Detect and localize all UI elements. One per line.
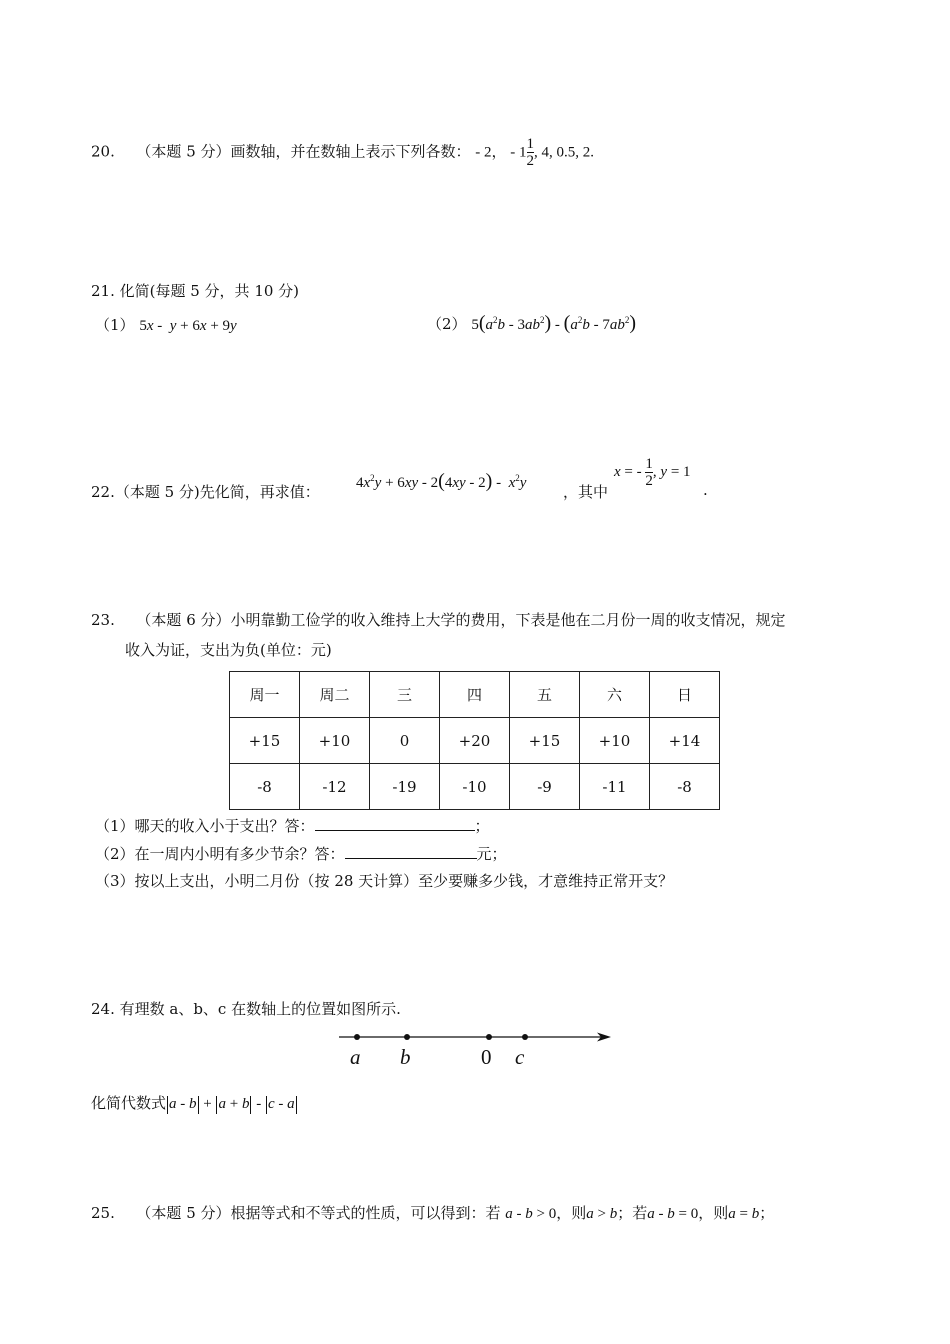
q24-simplify xyxy=(91,1092,298,1114)
q23-sub2-text: （2）在一周内小明有多少节余？答： xyxy=(95,845,345,863)
point-0 xyxy=(486,1034,492,1040)
q23-sub3: （3）按以上支出，小明二月份（按 28 天计算）至少要赚多少钱，才意维持正常开支？ xyxy=(95,872,674,890)
table-cell: 日 xyxy=(650,672,720,718)
q22-expr: $4x^2y + 6xy - 2(4xy - 2) - x^2y$ xyxy=(356,470,527,492)
q22-end: . xyxy=(703,481,708,499)
table-cell: -8 xyxy=(230,764,300,810)
q21-part1-expr: 5x - y + 6x + 9y xyxy=(139,318,237,334)
axis-label-c: c xyxy=(515,1045,525,1069)
q21-part1 xyxy=(95,314,237,335)
table-cell: 六 xyxy=(580,672,650,718)
q21-part2-expr: $5(a^2b - 3ab^2) - (a^2b - 7ab^2)$ xyxy=(471,312,637,334)
q23-sub2 xyxy=(95,843,507,864)
table-cell: -12 xyxy=(300,764,370,810)
number-line-figure xyxy=(335,1025,625,1075)
table-cell: +10 xyxy=(580,718,650,764)
q22-where: ，其中 xyxy=(563,483,609,501)
table-cell: 三 xyxy=(370,672,440,718)
q20-number: 20. xyxy=(91,142,115,161)
q25-cond1: a - b > 0 xyxy=(505,1206,557,1222)
axis-label-b: b xyxy=(400,1045,411,1069)
q23-sub1 xyxy=(95,815,490,836)
q23-sub2-end: 元； xyxy=(476,845,507,863)
q25-line xyxy=(91,1202,774,1223)
q20-fraction: $\frac{1}{2}$ xyxy=(526,136,535,169)
q20-values-a: - 2， - 1 xyxy=(475,144,527,161)
table-cell: +10 xyxy=(300,718,370,764)
q23-sub1-end: ； xyxy=(474,817,490,835)
table-cell: 周二 xyxy=(300,672,370,718)
table-cell: +15 xyxy=(230,718,300,764)
q25-cond2: a - b = 0 xyxy=(647,1206,699,1222)
q25-then1: ，则 xyxy=(556,1204,587,1222)
axis-label-a: a xyxy=(350,1045,361,1069)
table-cell: +15 xyxy=(510,718,580,764)
q23-sub1-text: （1）哪天的收入小于支出？答： xyxy=(95,817,315,835)
q23-sub2-answer-blank[interactable] xyxy=(345,844,477,859)
table-cell: -10 xyxy=(440,764,510,810)
q25-result1: a > b xyxy=(586,1206,618,1222)
q21-part2 xyxy=(427,312,636,335)
table-cell: 0 xyxy=(370,718,440,764)
q23-text-line2: 收入为证，支出为负(单位：元) xyxy=(125,641,332,659)
q21-header: 21. 化简(每题 5 分，共 10 分) xyxy=(91,282,300,300)
q25-sep: ；若 xyxy=(617,1204,648,1222)
table-cell: -9 xyxy=(510,764,580,810)
q25-end: ； xyxy=(759,1204,775,1222)
q25-number: 25. xyxy=(91,1204,115,1222)
table-cell: 四 xyxy=(440,672,510,718)
table-cell: -19 xyxy=(370,764,440,810)
table-cell: -11 xyxy=(580,764,650,810)
point-c xyxy=(522,1034,528,1040)
q22-text: 22.（本题 5 分)先化简，再求值： xyxy=(91,483,320,501)
q23-text-line1: （本题 6 分）小明靠勤工俭学的收入维持上大学的费用，下表是他在二月份一周的收支情况，规定 xyxy=(136,611,786,629)
q24-expr: a - b + a + b - c - a xyxy=(169,1096,295,1112)
q23-sub1-answer-blank[interactable] xyxy=(315,816,475,831)
point-a xyxy=(354,1034,360,1040)
q25-then2: ，则 xyxy=(698,1204,729,1222)
q20-text: （本题 5 分）画数轴，并在数轴上表示下列各数： xyxy=(136,142,471,161)
q20-line xyxy=(91,136,594,169)
point-b xyxy=(404,1034,410,1040)
q22-values: x = - $\frac{1}{2}$ , y = 1 xyxy=(614,456,691,489)
q24-text: 24. 有理数 a、b、c 在数轴上的位置如图所示. xyxy=(91,1000,401,1018)
q21-part1-label: （1） xyxy=(95,316,135,334)
table-cell: 周一 xyxy=(230,672,300,718)
table-cell: +20 xyxy=(440,718,510,764)
table-row-income xyxy=(230,718,720,764)
table-cell: -8 xyxy=(650,764,720,810)
q23-line1 xyxy=(91,609,786,630)
table-cell: 五 xyxy=(510,672,580,718)
table-row-expense xyxy=(230,764,720,810)
table-row-days xyxy=(230,672,720,718)
q25-text: （本题 5 分）根据等式和不等式的性质，可以得到：若 xyxy=(136,1204,501,1222)
table-cell: +14 xyxy=(650,718,720,764)
q23-number: 23. xyxy=(91,611,115,629)
q25-result2: a = b xyxy=(728,1206,760,1222)
income-expense-table xyxy=(229,671,720,810)
axis-label-0: 0 xyxy=(481,1045,492,1069)
q24-simplify-text: 化简代数式 xyxy=(91,1094,167,1112)
q21-part2-label: （2） xyxy=(427,315,467,333)
q20-values-b: , 4, 0.5, 2. xyxy=(534,144,595,161)
